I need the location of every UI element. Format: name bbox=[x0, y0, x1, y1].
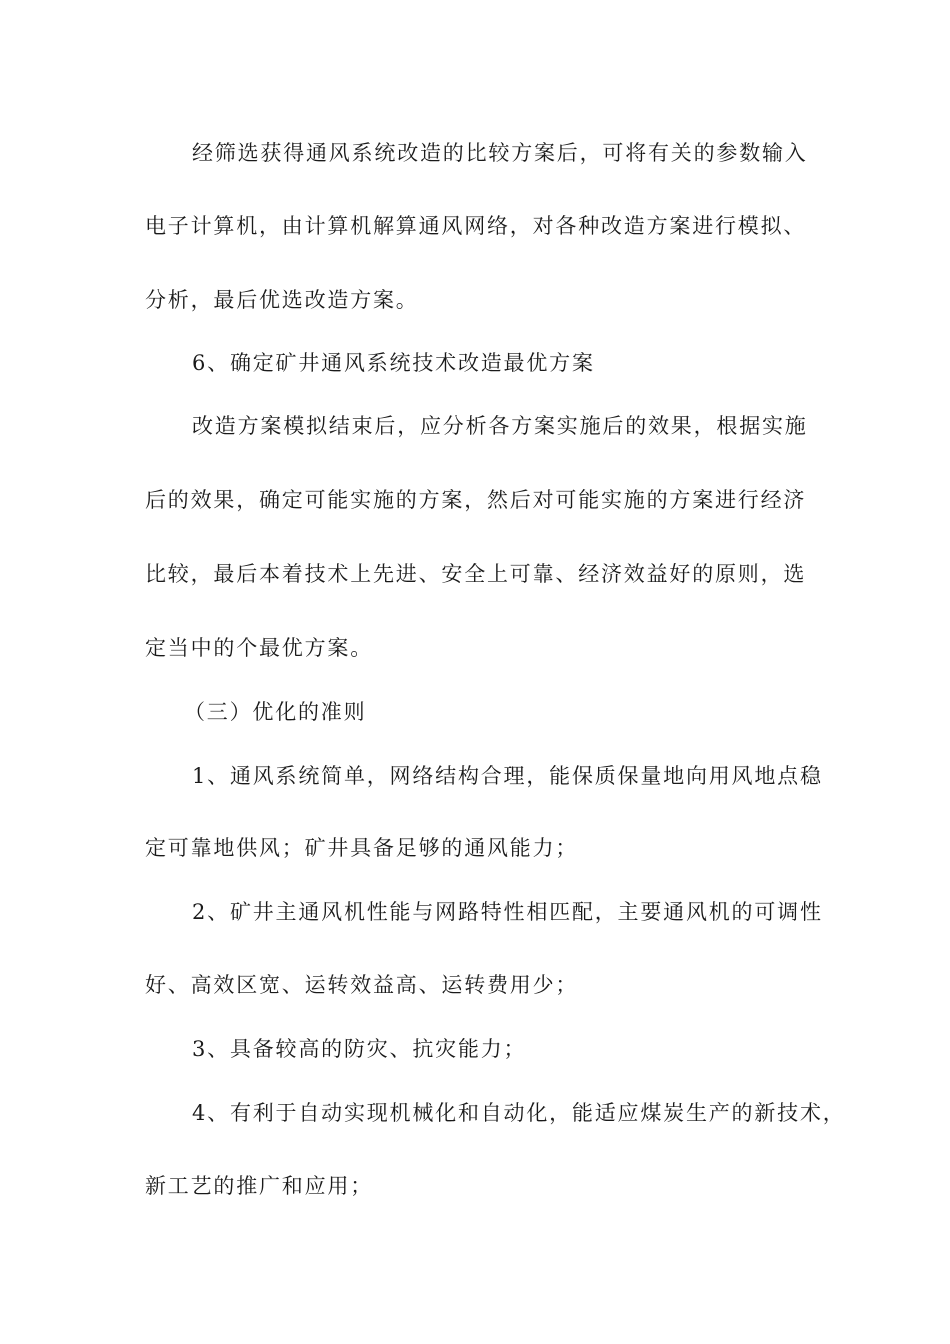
paragraph-line: 经筛选获得通风系统改造的比较方案后，可将有关的参数输入 bbox=[192, 141, 808, 165]
list-item-continuation: 定可靠地供风；矿井具备足够的通风能力； bbox=[145, 836, 579, 860]
section-heading: 6、确定矿井通风系统技术改造最优方案 bbox=[192, 351, 595, 375]
list-item-continuation: 新工艺的推广和应用； bbox=[145, 1174, 373, 1198]
paragraph-line: 电子计算机，由计算机解算通风网络，对各种改造方案进行模拟、 bbox=[145, 214, 807, 238]
list-item: 1、通风系统简单，网络结构合理，能保质保量地向用风地点稳 bbox=[192, 764, 823, 788]
paragraph-line: 定当中的个最优方案。 bbox=[145, 636, 373, 660]
list-item: 4、有利于自动实现机械化和自动化，能适应煤炭生产的新技术， bbox=[192, 1101, 846, 1125]
list-item: 2、矿井主通风机性能与网路特性相匹配，主要通风机的可调性 bbox=[192, 900, 823, 924]
paragraph-line: 后的效果，确定可能实施的方案，然后对可能实施的方案进行经济 bbox=[145, 488, 807, 512]
paragraph-line: 分析，最后优选改造方案。 bbox=[145, 288, 419, 312]
list-item: 3、具备较高的防灾、抗灾能力； bbox=[192, 1037, 527, 1061]
paragraph-line: 比较，最后本着技术上先进、安全上可靠、经济效益好的原则，选 bbox=[145, 562, 807, 586]
section-heading: （三）优化的准则 bbox=[184, 700, 367, 724]
paragraph-line: 改造方案模拟结束后，应分析各方案实施后的效果，根据实施 bbox=[192, 414, 808, 438]
list-item-continuation: 好、高效区宽、运转效益高、运转费用少； bbox=[145, 973, 579, 997]
